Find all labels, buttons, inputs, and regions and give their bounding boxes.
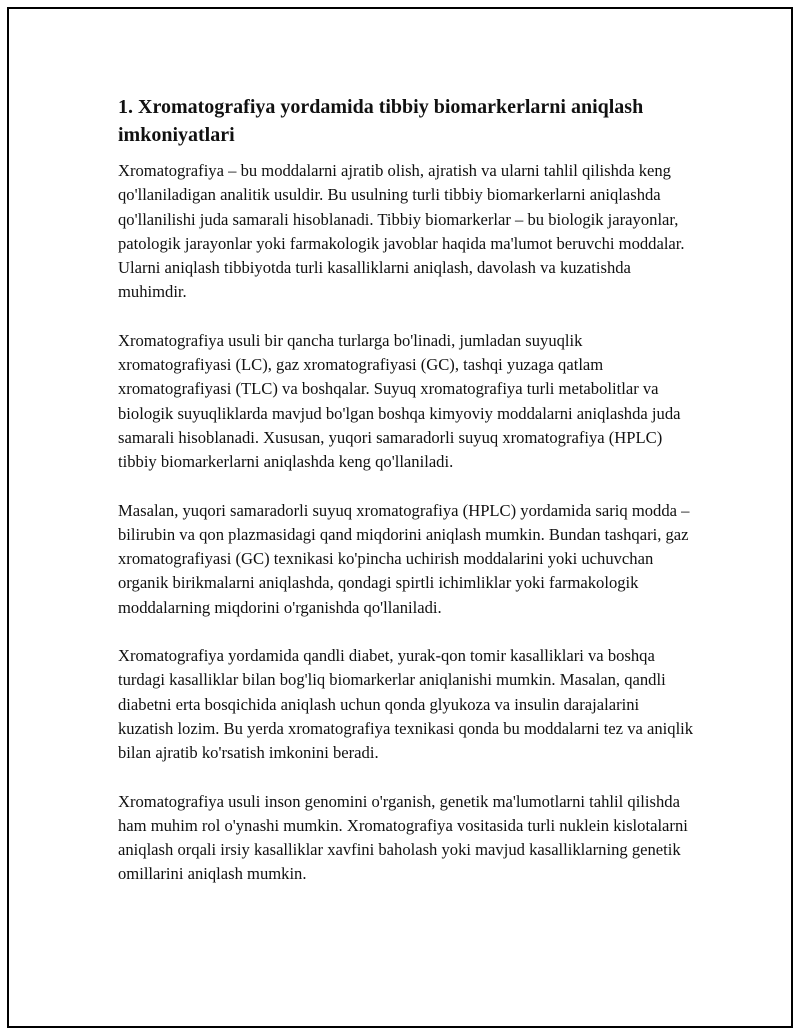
paragraph-5: Xromatografiya usuli inson genomini o'rganish, genetik ma'lumotlarni tahlil qilishda ham muhim rol o'ynashi mumkin. Xromatografiya vositasida turli nuklein kislotalarni aniqlash orqali irsiy kasalliklar xavfini baholash yoki mavjud kasalliklarning genetik omillarini aniqlash mumkin.	[118, 791, 688, 884]
paragraph-2: Xromatografiya usuli bir qancha turlarga bo'linadi, jumladan suyuqlik xromatografiyasi (LC), gaz xromatografiyasi (GC), tashqi yuzaga qatlam xromatografiyasi (TLC) va boshqalar. Suyuq xromatografiya turli metabolitlar va biologik suyuqliklarda mavjud bo'lgan boshqa kimyoviy moddalarni aniqlashda juda samarali hisoblanadi. Xususan, yuqori samaradorli suyuq xromatografiya (HPLC) tibbiy biomarkerlarni aniqlashda keng qo'llaniladi.	[118, 330, 681, 472]
section-title: 1. Xromatografiya yordamida tibbiy biomarkerlarni aniqlash imkoniyatlari	[118, 96, 644, 146]
paragraph-1: Xromatografiya – bu moddalarni ajratib olish, ajratish va ularni tahlil qilishda keng qo'llaniladigan analitik usuldir. Bu usulning turli tibbiy biomarkerlarni aniqlashda qo'llanilishi juda samarali hisoblanadi. Tibbiy biomarkerlar – bu biologik jarayonlar, patologik jarayonlar yoki farmakologik javoblar haqida ma'lumot beruvchi moddalar. Ularni aniqlash tibbiyotda turli kasalliklarni aniqlash, davolash va kuzatishda muhimdir.	[118, 161, 685, 302]
paragraph-4: Xromatografiya yordamida qandli diabet, yurak-qon tomir kasalliklari va boshqa turdagi kasalliklar bilan bog'liq biomarkerlar aniqlanishi mumkin. Masalan, qandli diabetni erta bosqichida aniqlash uchun qonda glyukoza va insulin darajalarini kuzatish lozim. Bu yerda xromatografiya texnikasi qonda bu moddalarni tez va aniqlik bilan ajratib ko'rsatish imkonini beradi.	[118, 646, 694, 763]
paragraph-3: Masalan, yuqori samaradorli suyuq xromatografiya (HPLC) yordamida sariq modda – bilirubin va qon plazmasidagi qand miqdorini aniqlash mumkin. Bundan tashqari, gaz xromatografiyasi (GC) texnikasi ko'pincha uchirish moddalarini yoki uchuvchan organik birikmalarni aniqlashda, qondagi spirtli ichimliklar yoki farmakologik moddalarning miqdorini o'rganishda qo'llaniladi.	[118, 500, 690, 617]
document-body	[118, 93, 698, 911]
